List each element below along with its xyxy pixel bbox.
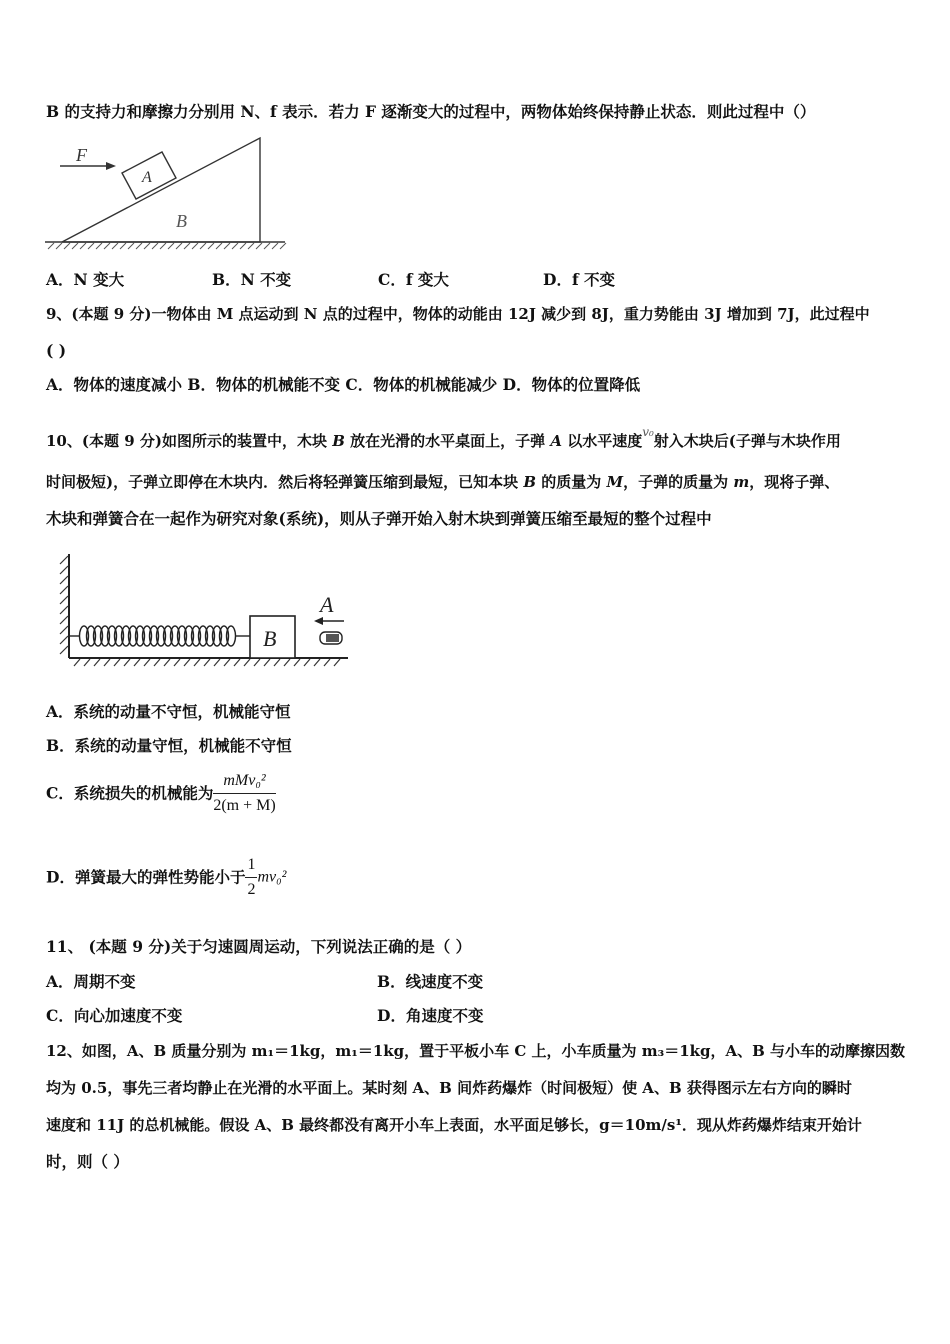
q10-option-c: C．系统损失的机械能为 $\frac{\text{mMv₀²}}{2(m + M)}$ xyxy=(46,770,276,817)
q8-option-d: D．f 不变 xyxy=(543,270,616,289)
q10-option-d: D．弹簧最大的弹性势能小于 $\frac{1}{2}$ mv₀² xyxy=(46,854,286,901)
q10-stem-line3: 木块和弹簧合在一起作为研究对象(系统)，则从子弹开始入射木块到弹簧压缩至最短的整个过程中 xyxy=(46,509,712,528)
q12-line3: 速度和 11J 的总机械能。假设 A、B 最终都没有离开小车上表面，水平面足够长，g＝10m/s¹．现从炸药爆炸结束开始计 xyxy=(46,1116,862,1134)
lost-energy-fraction: $\frac{\text{mMv₀²}}{2(m + M)}$ xyxy=(213,772,276,814)
block-b-label: B xyxy=(176,211,187,231)
q10-option-a: A．系统的动量不守恒，机械能守恒 xyxy=(46,702,291,721)
q11-option-c: C．向心加速度不变 xyxy=(46,1006,183,1025)
q11-option-b: B．线速度不变 xyxy=(377,972,484,991)
q8-option-b: B．N 不变 xyxy=(212,270,292,289)
q10-option-b: B．系统的动量守恒，机械能不守恒 xyxy=(46,736,292,755)
half-fraction: $\frac{1}{2}$ xyxy=(247,856,256,898)
block-a-label: A xyxy=(142,169,152,186)
q11-stem: 11、 (本题 9 分)关于匀速圆周运动，下列说法正确的是（ ） xyxy=(46,937,472,956)
force-label: F xyxy=(76,145,87,165)
q10-stem-line2: 时间极短)，子弹立即停在木块内．然后将轻弹簧压缩到最短，已知本块 B 的质量为 M，子弹的质量为 m，现将子弹、 xyxy=(46,473,840,491)
kinetic-term: mv₀² xyxy=(257,868,287,886)
q9-stem-line1: 9、(本题 9 分)一物体由 M 点运动到 N 点的过程中，物体的动能由 12J 减少到 8J，重力势能由 3J 增加到 7J，此过程中 xyxy=(46,305,870,323)
spring xyxy=(69,626,250,646)
q10-stem-line1: 10、(本题 9 分)如图所示的装置中，木块 B 放在光滑的水平桌面上，子弹 A 以水平速度$^{v_0}$射入木块后(子弹与木块作用 xyxy=(46,425,841,450)
q8-option-a: A．N 变大 xyxy=(46,270,125,289)
spring-figure xyxy=(58,552,358,670)
q12-line2: 均为 0.5，事先三者均静止在光滑的水平面上。某时刻 A、B 间炸药爆炸（时间极短）使 A、B 获得图示左右方向的瞬时 xyxy=(46,1079,852,1097)
q8-stem: B 的支持力和摩擦力分别用 N、f 表示．若力 F 逐渐变大的过程中，两物体始终保持静止状态．则此过程中（） xyxy=(46,102,816,121)
q12-line1: 12、如图，A、B 质量分别为 m₁＝1kg，m₁＝1kg，置于平板小车 C 上，小车质量为 m₃＝1kg，A、B 与小车的动摩擦因数 xyxy=(46,1042,906,1060)
q11-option-d: D．角速度不变 xyxy=(377,1006,484,1025)
q9-options: A．物体的速度减小 B．物体的机械能不变 C．物体的机械能减少 D．物体的位置降低 xyxy=(46,375,641,394)
incline-figure xyxy=(40,128,290,250)
bullet-label: A xyxy=(320,592,334,617)
block-b-label: B xyxy=(263,626,277,651)
q11-option-a: A．周期不变 xyxy=(46,972,136,991)
q12-line4: 时，则（ ） xyxy=(46,1152,129,1171)
v0-symbol: v₀ xyxy=(642,425,654,439)
q8-option-c: C．f 变大 xyxy=(378,270,449,289)
q9-stem-line2: ( ) xyxy=(46,341,67,360)
